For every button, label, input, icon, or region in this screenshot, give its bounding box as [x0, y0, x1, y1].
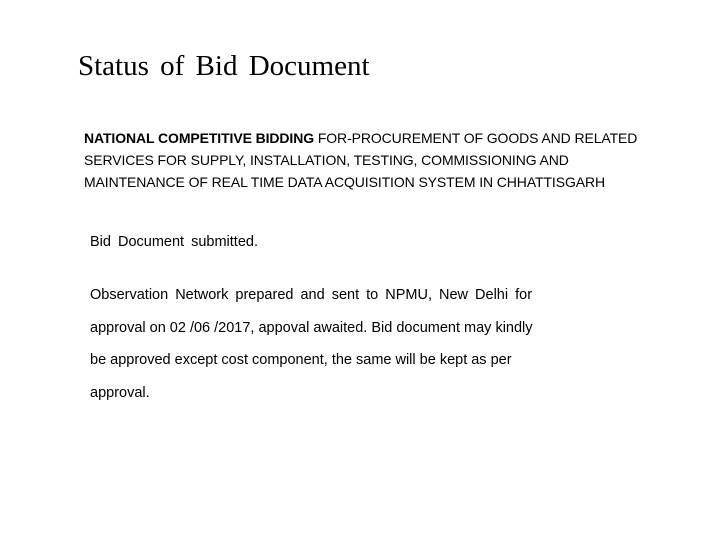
- observation-line: approval on 02 /06 /2017, appoval awaited. Bid document may kindly: [90, 320, 533, 336]
- slide-title: Status of Bid Document: [78, 50, 370, 82]
- bid-heading-bold: NATIONAL COMPETITIVE BIDDING: [84, 130, 315, 146]
- observation-line: be approved except cost component, the same will be kept as per: [90, 352, 512, 368]
- bid-status-text: Bid Document submitted.: [90, 234, 258, 250]
- bid-heading: [84, 127, 659, 193]
- observation-line: Observation Network prepared and sent to NPMU, New Delhi for: [90, 287, 533, 303]
- observation-line: approval.: [90, 385, 150, 401]
- bid-heading-rest: FOR-PROCUREMENT OF GOODS AND RELATED SERVICES FOR SUPPLY, INSTALLATION, TESTING, COMMISSIONING AND MAINTENANCE OF REAL TIME DATA ACQUISITION SYSTEM IN CHHATTISGARH: [84, 130, 638, 190]
